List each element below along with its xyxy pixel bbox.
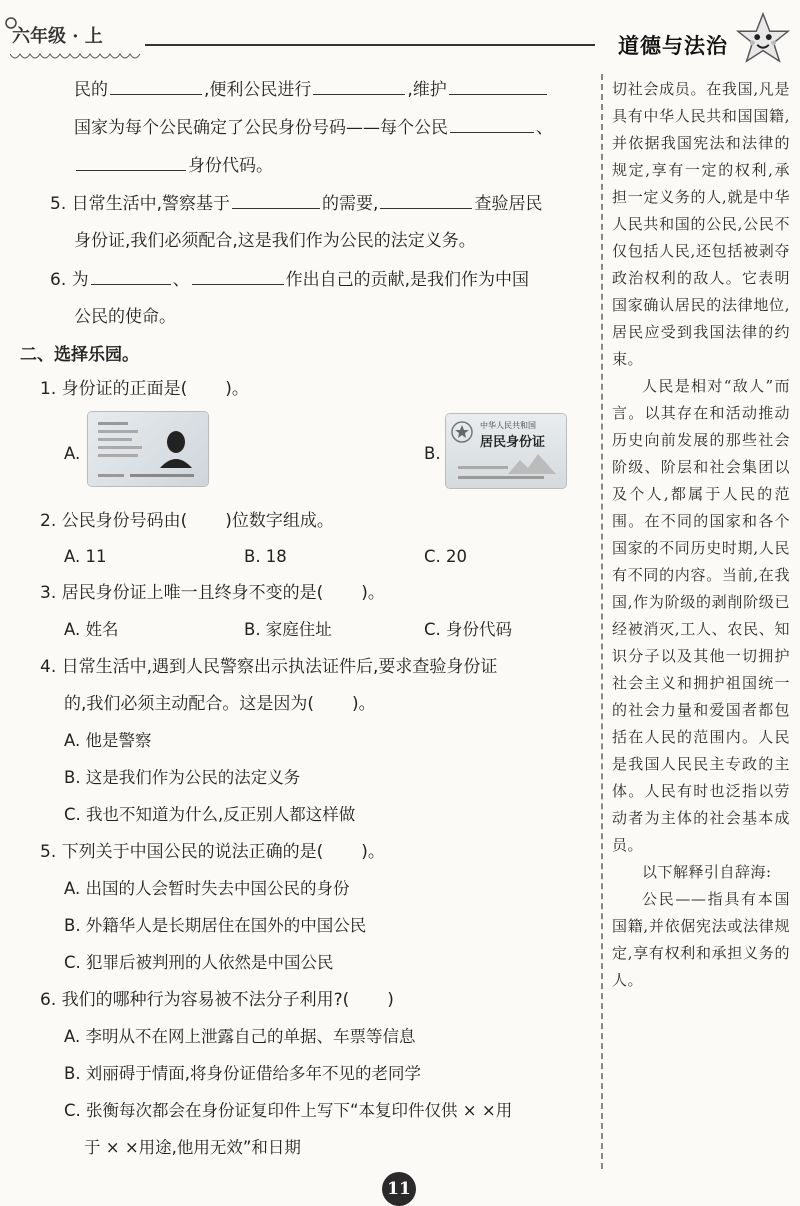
- option-c[interactable]: C. 我也不知道为什么,反正别人都这样做: [64, 805, 356, 824]
- option-a[interactable]: A. 出国的人会暂时失去中国公民的身份: [64, 879, 350, 898]
- note-paragraph-4: 公民——指具有本国国籍,并依倨宪法或法律规定,享有权利和承担义务的人。: [612, 890, 790, 989]
- id-card-back-image[interactable]: [446, 414, 566, 488]
- column-divider: [601, 74, 603, 1169]
- option-b[interactable]: B. 这是我们作为公民的法定义务: [64, 768, 301, 787]
- card-b-title2: 居民身份证: [480, 435, 546, 450]
- grade-label: 六年级 · 上: [12, 26, 103, 47]
- answer-blank[interactable]: [450, 114, 534, 133]
- text: 日常生活中,警察基于: [71, 194, 231, 214]
- question-end: )位数字组成。: [225, 511, 334, 531]
- question-text: 5. 下列关于中国公民的说法正确的是(: [40, 842, 324, 862]
- choice-question-1: [40, 376, 249, 402]
- subject-title: 道德与法治: [618, 34, 728, 58]
- answer-blank[interactable]: [449, 76, 547, 95]
- header-scallop-decoration: [10, 52, 140, 62]
- question-column: [20, 74, 594, 1184]
- question-text: 2. 公民身份号码由(: [40, 511, 188, 531]
- option-b[interactable]: B. 外籍华人是长期居住在国外的中国公民: [64, 916, 367, 935]
- note-paragraph-3: 以下解释引自辞海:: [642, 863, 772, 881]
- answer-blank[interactable]: [192, 266, 284, 285]
- fill-question-5-cont: 身份证,我们必须配合,这是我们作为公民的法定义务。: [74, 231, 476, 251]
- text: 身份代码。: [188, 156, 273, 176]
- fill-line-1: [74, 76, 549, 103]
- note-paragraph-2: 人民是相对“敌人”而言。以其存在和活动推动历史向前发展的那些社会阶级、阶层和社会集团以及个人,都属于人民的范围。在不同的国家和各个国家的不同历史时期,人民有不同的内容。当前,在我国,作为阶级的剥削阶级已经被消灭,工人、农民、知识分子以及其他一切拥护社会主义和拥护祖国统一的社会力量和爱国者都包括在人民的范围内。人民是我国人民民主专政的主体。人民有时也泛指以劳动者为主体的社会基本成员。: [612, 377, 790, 854]
- choice-question-5: [40, 839, 385, 865]
- answer-blank[interactable]: [110, 76, 202, 95]
- answer-blank[interactable]: [380, 190, 472, 209]
- question-end: )。: [361, 842, 385, 862]
- question-text: 3. 居民身份证上唯一且终身不变的是(: [40, 583, 324, 603]
- text: 国家为每个公民确定了公民身份号码——每个公民: [74, 118, 448, 138]
- choice-question-2: [40, 508, 334, 534]
- header-rule: [145, 44, 595, 46]
- page-footer: [0, 1172, 800, 1201]
- option-b[interactable]: B. 18: [244, 547, 287, 566]
- option-a[interactable]: A. 姓名: [64, 620, 119, 639]
- text: 民的: [74, 80, 108, 100]
- page-number: 11: [382, 1172, 416, 1206]
- option-c[interactable]: C. 张衡每次都会在身份证复印件上写下“本复印件仅供 × ×用: [64, 1101, 513, 1120]
- answer-blank[interactable]: [313, 76, 405, 95]
- text: ,维护: [407, 80, 447, 100]
- question-text: 的,我们必须主动配合。这是因为(: [64, 694, 315, 714]
- card-b-title1: 中华人民共和国: [480, 421, 536, 430]
- answer-blank[interactable]: [91, 266, 171, 285]
- text: 作出自己的贡献,是我们作为中国: [285, 270, 530, 290]
- fill-line-3: [74, 152, 273, 179]
- question-end: ): [387, 990, 394, 1010]
- note-paragraph-1: 切社会成员。在我国,凡是具有中华人民共和国国籍,并依据我国宪法和法律的规定,享有一定的权利,承担一定义务的人,就是中华人民共和国的公民,公民不仅包括人民,还包括被剥夺政治权利的敌人。它表明国家确认居民的法律地位,居民应受到我国法律的约束。: [612, 80, 790, 368]
- question-end: )。: [361, 583, 385, 603]
- question-end: )。: [225, 379, 249, 399]
- id-card-front-image[interactable]: [88, 412, 208, 486]
- choice-question-4-cont: [64, 691, 376, 717]
- option-a[interactable]: A. 11: [64, 547, 107, 566]
- section-title: 二、选择乐园。: [20, 345, 139, 365]
- option-b[interactable]: B. 家庭住址: [244, 620, 332, 639]
- fill-question-6-cont: 公民的使命。: [74, 307, 176, 327]
- fill-question-6: [50, 266, 529, 293]
- question-number: 6.: [50, 270, 67, 290]
- option-b-label[interactable]: B.: [424, 444, 441, 463]
- star-mascot-icon: [734, 10, 792, 68]
- option-c-cont[interactable]: 于 × ×用途,他用无效”和日期: [84, 1138, 301, 1157]
- answer-blank[interactable]: [76, 152, 186, 171]
- option-c[interactable]: C. 身份代码: [424, 620, 513, 639]
- option-b[interactable]: B. 刘丽碍于情面,将身份证借给多年不见的老同学: [64, 1064, 422, 1083]
- sidebar-notes: [612, 76, 790, 994]
- text: 查验居民: [474, 194, 543, 214]
- option-a[interactable]: A. 李明从不在网上泄露自己的单据、车票等信息: [64, 1027, 416, 1046]
- choice-question-6: [40, 987, 394, 1013]
- option-a[interactable]: A. 他是警察: [64, 731, 152, 750]
- question-text: 1. 身份证的正面是(: [40, 379, 188, 399]
- option-c[interactable]: C. 20: [424, 547, 468, 566]
- text: ,便利公民进行: [204, 80, 312, 100]
- text: 、: [536, 118, 553, 138]
- question-number: 5.: [50, 194, 67, 214]
- text: 为: [71, 270, 89, 290]
- fill-line-2: [74, 114, 553, 141]
- text: 的需要,: [322, 194, 379, 214]
- choice-question-4: 4. 日常生活中,遇到人民警察出示执法证件后,要求查验身份证: [40, 657, 498, 677]
- fill-question-5: [50, 190, 542, 217]
- option-c[interactable]: C. 犯罪后被判刑的人依然是中国公民: [64, 953, 334, 972]
- option-a-label[interactable]: A.: [64, 444, 81, 463]
- question-end: )。: [352, 694, 376, 714]
- answer-blank[interactable]: [232, 190, 320, 209]
- page-header: [0, 0, 800, 70]
- choice-question-3: [40, 580, 385, 606]
- text: 、: [172, 270, 190, 290]
- question-text: 6. 我们的哪种行为容易被不法分子利用?(: [40, 990, 350, 1010]
